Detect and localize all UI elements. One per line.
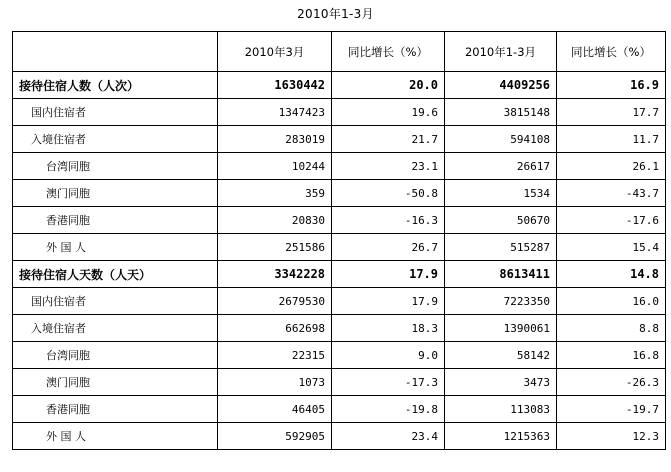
cell-value-jan-mar-2010: 1215363 [445,423,557,450]
table-row [13,99,666,126]
table-row [13,396,666,423]
cell-yoy-growth-jan-mar: 16.0 [557,288,666,315]
cell-value-jan-mar-2010: 113083 [445,396,557,423]
cell-yoy-growth-jan-mar: 15.4 [557,234,666,261]
header-cell-yoy-growth-march: 同比增长（%） [332,32,445,72]
cell-value-march-2010: 283019 [218,126,332,153]
cell-value-march-2010: 2679530 [218,288,332,315]
table-row [13,180,666,207]
cell-yoy-growth-march: -19.8 [332,396,445,423]
table-row [13,72,666,99]
row-label: 澳门同胞 [13,180,218,207]
cell-yoy-growth-jan-mar: 16.9 [557,72,666,99]
cell-yoy-growth-march: 17.9 [332,288,445,315]
cell-yoy-growth-jan-mar: -26.3 [557,369,666,396]
cell-value-march-2010: 20830 [218,207,332,234]
cell-yoy-growth-march: 23.4 [332,423,445,450]
row-label: 台湾同胞 [13,153,218,180]
table-row [13,261,666,288]
cell-value-march-2010: 251586 [218,234,332,261]
cell-yoy-growth-jan-mar: 26.1 [557,153,666,180]
header-cell-category [13,32,218,72]
cell-value-march-2010: 1630442 [218,72,332,99]
cell-value-jan-mar-2010: 8613411 [445,261,557,288]
row-label: 外 国 人 [13,423,218,450]
cell-yoy-growth-jan-mar: 16.8 [557,342,666,369]
row-label: 香港同胞 [13,207,218,234]
table-row [13,153,666,180]
cell-value-march-2010: 3342228 [218,261,332,288]
cell-value-jan-mar-2010: 515287 [445,234,557,261]
cell-value-jan-mar-2010: 3815148 [445,99,557,126]
cell-value-jan-mar-2010: 594108 [445,126,557,153]
cell-yoy-growth-march: 23.1 [332,153,445,180]
cell-value-march-2010: 359 [218,180,332,207]
table-row [13,369,666,396]
row-label: 香港同胞 [13,396,218,423]
cell-yoy-growth-jan-mar: 14.8 [557,261,666,288]
cell-yoy-growth-jan-mar: 12.3 [557,423,666,450]
table-body [13,72,666,450]
header-row [13,32,666,72]
cell-yoy-growth-march: 19.6 [332,99,445,126]
cell-value-jan-mar-2010: 1534 [445,180,557,207]
row-label: 接待住宿人数（人次） [13,72,218,99]
cell-yoy-growth-jan-mar: 17.7 [557,99,666,126]
row-label: 入境住宿者 [13,315,218,342]
cell-value-march-2010: 22315 [218,342,332,369]
table-caption: 2010年1-3月 [297,7,374,21]
table-row [13,342,666,369]
cell-yoy-growth-march: 21.7 [332,126,445,153]
cell-yoy-growth-march: 9.0 [332,342,445,369]
table-row [13,315,666,342]
cell-yoy-growth-jan-mar: -19.7 [557,396,666,423]
cell-value-march-2010: 592905 [218,423,332,450]
table-row [13,126,666,153]
table-row [13,288,666,315]
cell-value-jan-mar-2010: 4409256 [445,72,557,99]
cell-yoy-growth-jan-mar: 11.7 [557,126,666,153]
cell-value-march-2010: 46405 [218,396,332,423]
row-label: 国内住宿者 [13,288,218,315]
cell-value-jan-mar-2010: 58142 [445,342,557,369]
cell-value-jan-mar-2010: 50670 [445,207,557,234]
row-label: 接待住宿人天数（人天） [13,261,218,288]
table-row [13,207,666,234]
cell-yoy-growth-march: 17.9 [332,261,445,288]
table-row [13,423,666,450]
cell-yoy-growth-march: -16.3 [332,207,445,234]
cell-yoy-growth-march: -50.8 [332,180,445,207]
cell-yoy-growth-jan-mar: -17.6 [557,207,666,234]
cell-yoy-growth-jan-mar: 8.8 [557,315,666,342]
table-row [13,234,666,261]
row-label: 国内住宿者 [13,99,218,126]
cell-yoy-growth-march: 18.3 [332,315,445,342]
row-label: 外 国 人 [13,234,218,261]
cell-value-jan-mar-2010: 26617 [445,153,557,180]
header-cell-jan-mar-2010: 2010年1-3月 [445,32,557,72]
accommodation-stats-table [12,31,666,450]
cell-value-jan-mar-2010: 1390061 [445,315,557,342]
row-label: 澳门同胞 [13,369,218,396]
cell-yoy-growth-march: 20.0 [332,72,445,99]
cell-value-jan-mar-2010: 3473 [445,369,557,396]
cell-value-march-2010: 1347423 [218,99,332,126]
header-cell-march-2010: 2010年3月 [218,32,332,72]
cell-value-march-2010: 10244 [218,153,332,180]
row-label: 台湾同胞 [13,342,218,369]
cell-yoy-growth-march: 26.7 [332,234,445,261]
cell-yoy-growth-march: -17.3 [332,369,445,396]
row-label: 入境住宿者 [13,126,218,153]
cell-value-jan-mar-2010: 7223350 [445,288,557,315]
cell-value-march-2010: 662698 [218,315,332,342]
header-cell-yoy-growth-jan-mar: 同比增长（%） [557,32,666,72]
cell-value-march-2010: 1073 [218,369,332,396]
cell-yoy-growth-jan-mar: -43.7 [557,180,666,207]
